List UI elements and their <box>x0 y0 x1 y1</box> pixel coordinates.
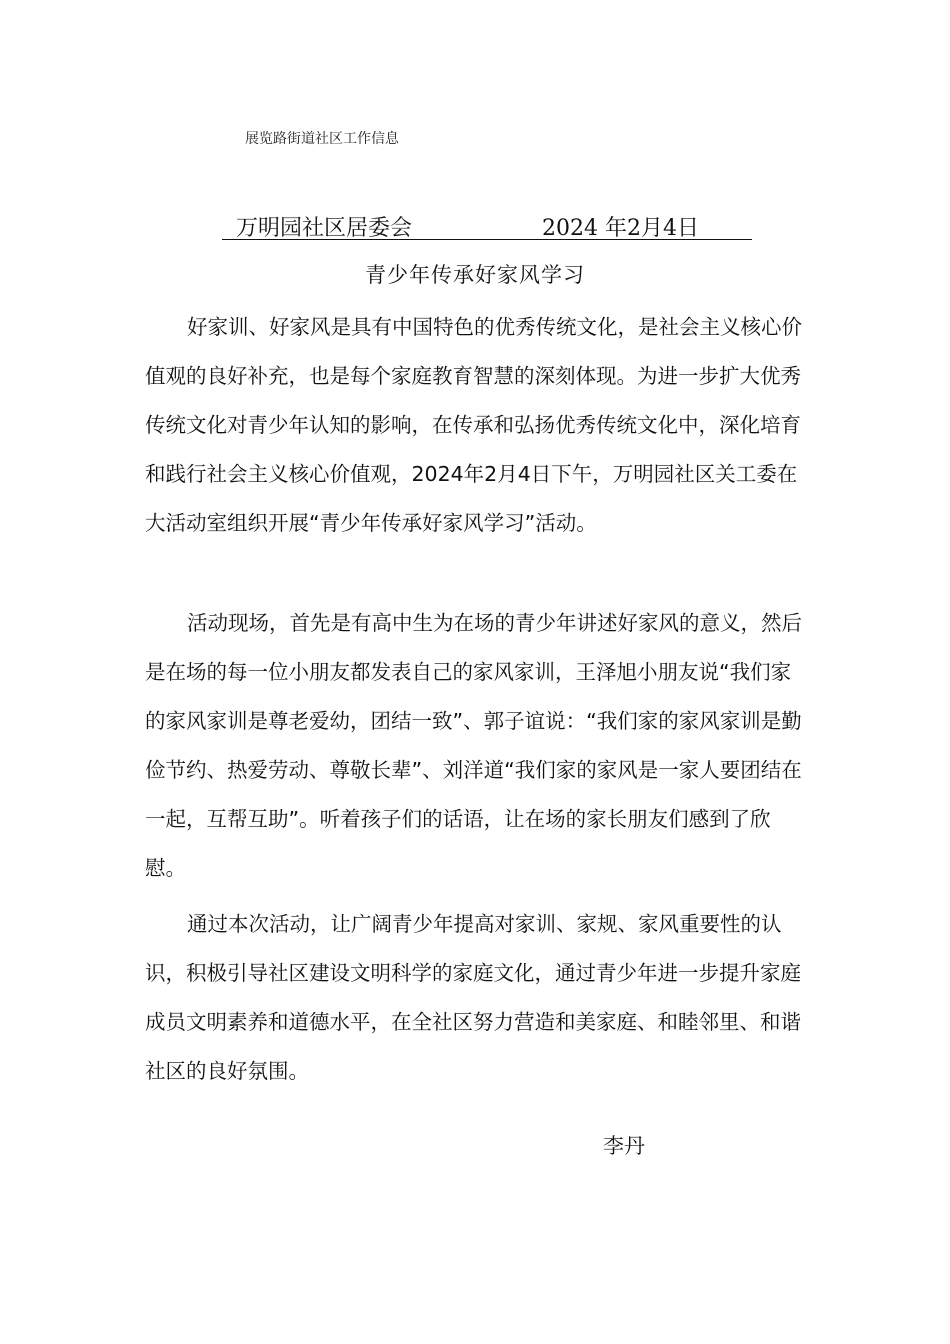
issuer-line <box>222 209 752 240</box>
paragraph-intro: 好家训、好家风是具有中国特色的优秀传统文化，是社会主义核心价值观的良好补充，也是每个家庭教育智慧的深刻体现。为进一步扩大优秀传统文化对青少年认知的影响，在传承和弘扬优秀传统文化中，深化培育和践行社会主义核心价值观，2024年2月4日下午，万明园社区关工委在大活动室组织开展“青少年传承好家风学习”活动。 <box>145 315 802 535</box>
header-note: 展览路街道社区工作信息 <box>245 131 399 147</box>
paragraph-conclusion: 通过本次活动，让广阔青少年提高对家训、家规、家风重要性的认识，积极引导社区建设文明科学的家庭文化，通过青少年进一步提升家庭成员文明素养和道德水平，在全社区努力营造和美家庭、和睦邻里、和谐社区的良好氛围。 <box>145 912 801 1083</box>
issuer-date: 2024 年2月4日 <box>542 216 699 241</box>
document-title: 青少年传承好家风学习 <box>365 263 585 287</box>
issuer-organization: 万明园社区居委会 <box>236 216 413 241</box>
paragraph-activity: 活动现场，首先是有高中生为在场的青少年讲述好家风的意义，然后是在场的每一位小朋友都发表自己的家风家训，王泽旭小朋友说“我们家的家风家训是尊老爱幼，团结一致”、郭子谊说：“我们家的家风家训是勤俭节约、热爱劳动、尊敬长辈”、刘洋道“我们家的家风是一家人要团结在一起，互帮互助”。听着孩子们的话语，让在场的家长朋友们感到了欣慰。 <box>145 611 802 880</box>
author-signature: 李丹 <box>603 1134 645 1158</box>
